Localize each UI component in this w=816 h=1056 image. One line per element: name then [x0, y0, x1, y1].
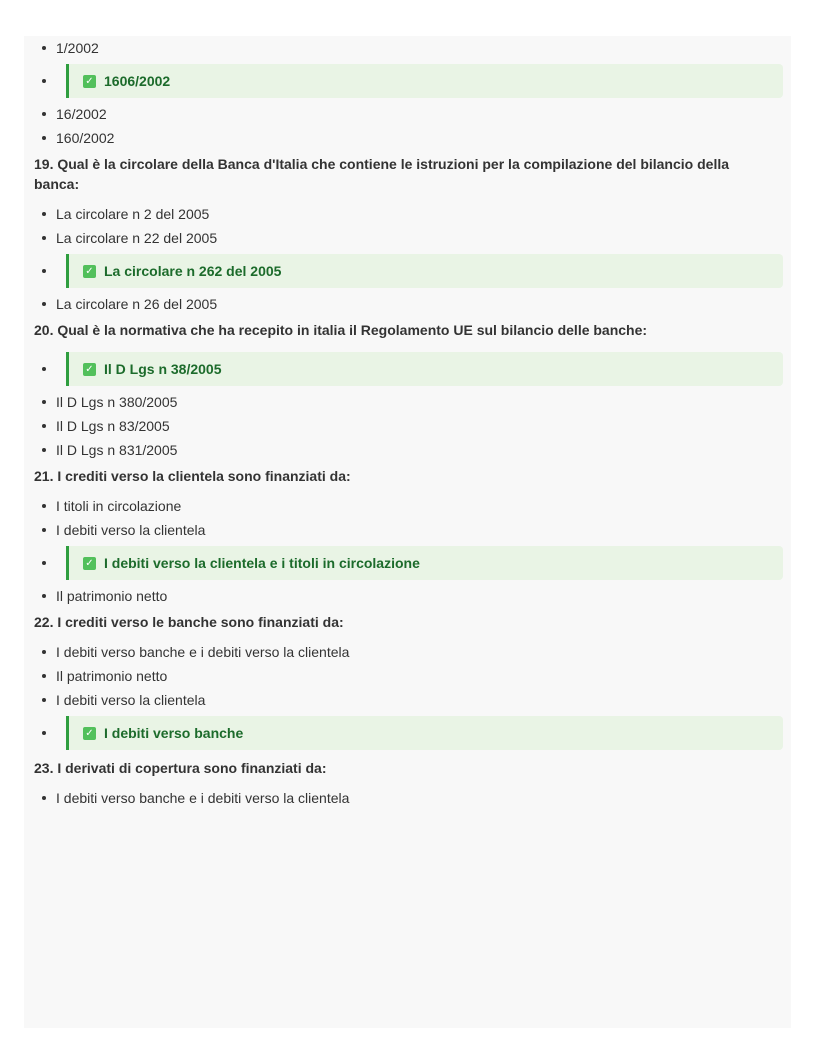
answer-text: 160/2002	[56, 130, 115, 146]
options-list	[34, 790, 783, 806]
correct-answer-option	[34, 64, 783, 98]
answer-text: I debiti verso la clientela	[56, 692, 206, 708]
options-list	[34, 40, 783, 146]
correct-answer-option	[34, 546, 783, 580]
question-title: 19. Qual è la circolare della Banca d'Italia che contiene le istruzioni per la compilazione del bilancio della banca:	[34, 156, 730, 192]
answer-option	[34, 296, 783, 312]
options-list	[34, 644, 783, 750]
checkmark-icon: ✓	[83, 75, 96, 88]
answer-option	[34, 790, 783, 806]
question-title: 21. I crediti verso la clientela sono finanziati da:	[34, 468, 351, 484]
answer-text: Il D Lgs n 38/2005	[104, 361, 222, 377]
checkmark-icon: ✓	[83, 727, 96, 740]
answer-option	[34, 442, 783, 458]
question-title: 22. I crediti verso le banche sono finanziati da:	[34, 614, 344, 630]
correct-answer-option	[34, 716, 783, 750]
answer-option	[34, 206, 783, 222]
quiz-content	[24, 40, 791, 806]
answer-text: La circolare n 22 del 2005	[56, 230, 218, 246]
answer-option	[34, 106, 783, 122]
checkmark-icon: ✓	[83, 363, 96, 376]
answer-text: La circolare n 2 del 2005	[56, 206, 210, 222]
answer-option	[34, 130, 783, 146]
answer-text: I debiti verso banche e i debiti verso la clientela	[56, 644, 350, 660]
answer-text: I debiti verso banche e i debiti verso la clientela	[56, 790, 350, 806]
answer-text: Il patrimonio netto	[56, 668, 168, 684]
answer-text: 16/2002	[56, 106, 107, 122]
answer-text: I debiti verso banche	[104, 725, 244, 741]
answer-text: I debiti verso la clientela	[56, 522, 206, 538]
question-title: 20. Qual è la normativa che ha recepito in italia il Regolamento UE sul bilancio delle banche:	[34, 322, 648, 338]
correct-answer-highlight	[66, 254, 783, 288]
correct-answer-highlight	[66, 716, 783, 750]
checkmark-icon: ✓	[83, 557, 96, 570]
answer-option	[34, 522, 783, 538]
quiz-page	[24, 36, 791, 1028]
options-list	[34, 352, 783, 458]
answer-option	[34, 418, 783, 434]
answer-option	[34, 394, 783, 410]
correct-answer-option	[34, 352, 783, 386]
correct-answer-option	[34, 254, 783, 288]
correct-answer-highlight	[66, 546, 783, 580]
answer-text: Il D Lgs n 831/2005	[56, 442, 178, 458]
answer-option	[34, 498, 783, 514]
answer-option	[34, 230, 783, 246]
options-list	[34, 206, 783, 312]
answer-text: La circolare n 26 del 2005	[56, 296, 218, 312]
answer-text: 1606/2002	[104, 73, 171, 89]
answer-text: La circolare n 262 del 2005	[104, 263, 282, 279]
answer-option	[34, 668, 783, 684]
answer-text: I titoli in circolazione	[56, 498, 182, 514]
answer-option	[34, 644, 783, 660]
question-title: 23. I derivati di copertura sono finanziati da:	[34, 760, 327, 776]
correct-answer-highlight	[66, 352, 783, 386]
answer-text: Il patrimonio netto	[56, 588, 168, 604]
answer-option	[34, 692, 783, 708]
answer-option	[34, 40, 783, 56]
options-list	[34, 498, 783, 604]
answer-text: Il D Lgs n 380/2005	[56, 394, 178, 410]
answer-option	[34, 588, 783, 604]
correct-answer-highlight	[66, 64, 783, 98]
answer-text: Il D Lgs n 83/2005	[56, 418, 170, 434]
checkmark-icon: ✓	[83, 265, 96, 278]
answer-text: 1/2002	[56, 40, 99, 56]
answer-text: I debiti verso la clientela e i titoli in circolazione	[104, 555, 420, 571]
